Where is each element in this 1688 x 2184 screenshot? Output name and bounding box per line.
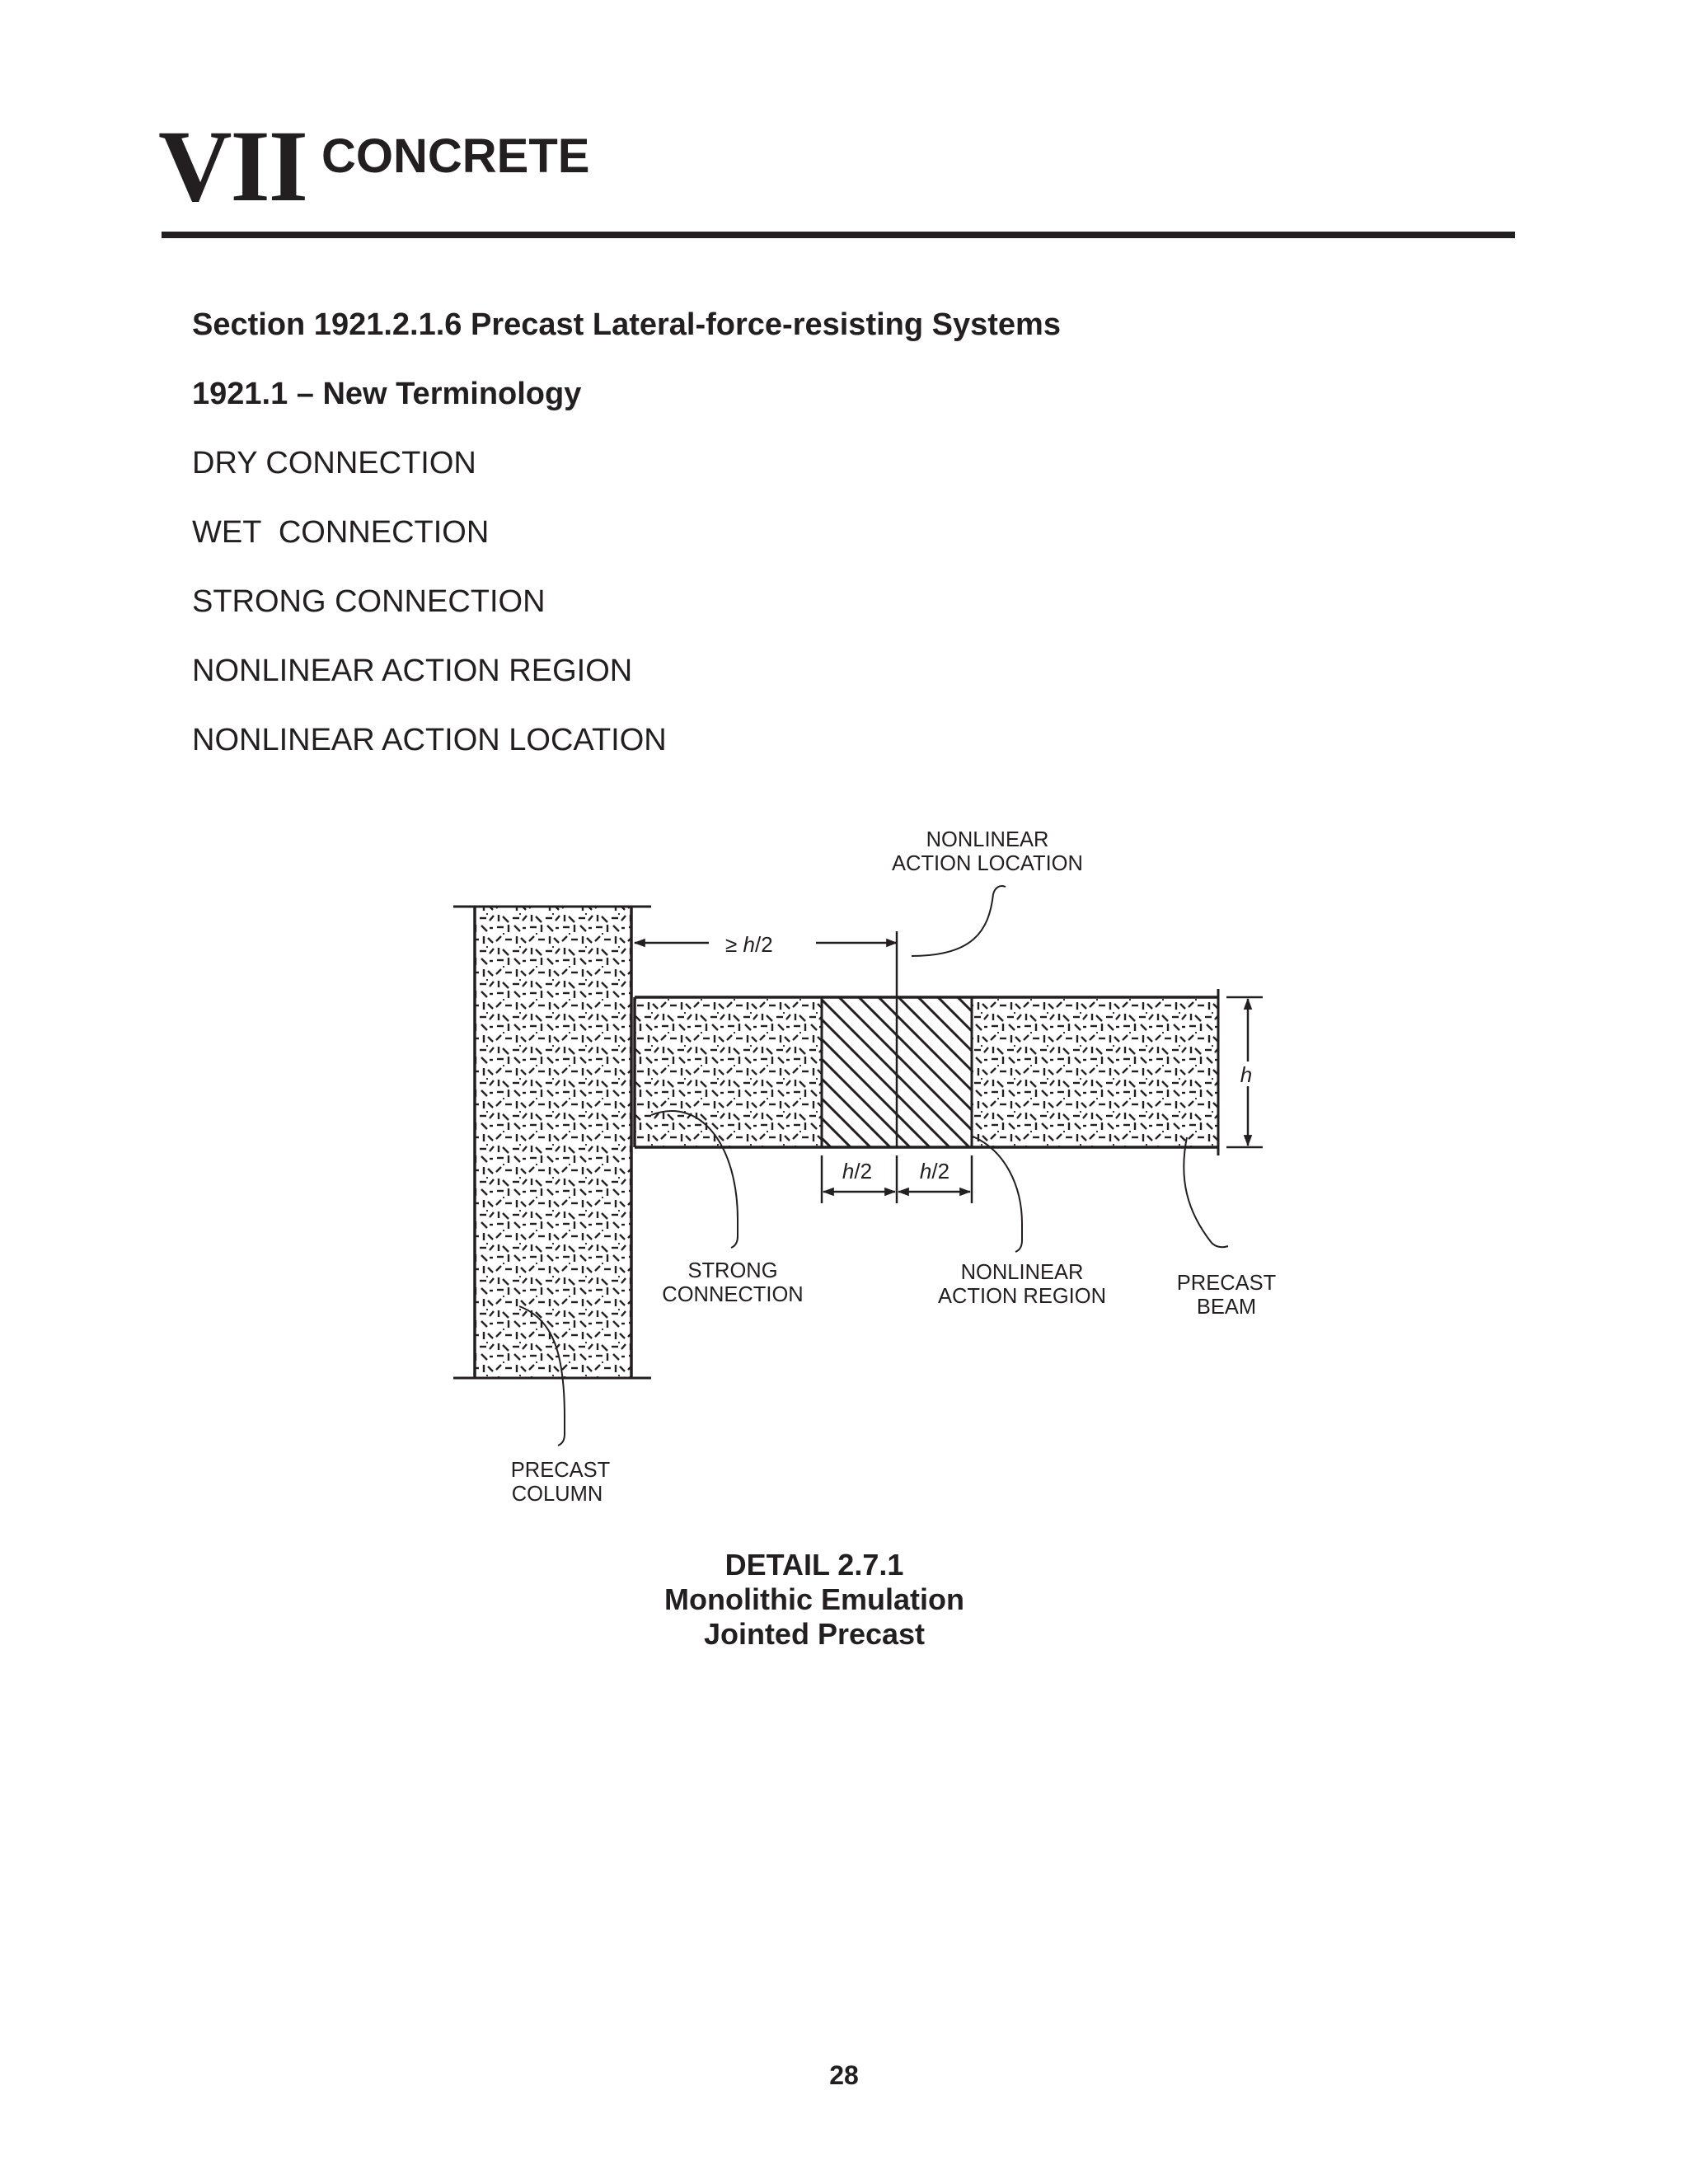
label-precast-beam-line2: BEAM: [1196, 1296, 1257, 1319]
depth-dimension: [1226, 997, 1263, 1147]
label-precast-column-line2: COLUMN: [511, 1483, 603, 1506]
term-nonlinear-action-region: NONLINEAR ACTION REGION: [192, 654, 633, 688]
term-strong-connection: STRONG CONNECTION: [192, 584, 546, 619]
caption-subtitle-2: Jointed Precast: [703, 1617, 926, 1651]
page-number: 28: [829, 2060, 859, 2090]
dim-depth-label: h: [1240, 1062, 1253, 1087]
label-precast-column-line1: PRECAST: [510, 1459, 611, 1482]
half-depth-dimensions: [822, 1155, 972, 1203]
dim-half-right-var: h: [919, 1159, 932, 1183]
precast-beam: [635, 931, 1218, 1155]
label-nonlinear-action-location-line2: ACTION LOCATION: [892, 852, 1083, 875]
label-nonlinear-action-region-line2: ACTION REGION: [937, 1285, 1107, 1308]
leader-precast-beam: [1184, 1137, 1228, 1247]
section-heading: Section 1921.2.1.6 Precast Lateral-force-resisting Systems: [192, 307, 1061, 342]
term-dry-connection: DRY CONNECTION: [192, 446, 476, 480]
precast-column: [453, 907, 651, 1378]
svg-text:≥ h/2: [725, 932, 773, 957]
svg-text:h/2: [842, 1159, 872, 1183]
svg-text:h/2: [920, 1159, 950, 1183]
caption-title: DETAIL 2.7.1: [724, 1548, 904, 1582]
offset-dimension: [635, 932, 897, 957]
label-nonlinear-action-region-line1: NONLINEAR: [960, 1261, 1084, 1284]
label-strong-connection-line1: STRONG: [687, 1259, 778, 1282]
dim-offset-var: h: [743, 932, 755, 957]
term-nonlinear-action-location: NONLINEAR ACTION LOCATION: [192, 723, 667, 757]
dim-half-right-suffix: /2: [931, 1159, 950, 1183]
term-wet-connection: WET CONNECTION: [192, 515, 490, 550]
chapter-number: VII: [158, 110, 307, 223]
label-nonlinear-action-location-line1: NONLINEAR: [926, 828, 1049, 851]
dim-offset-suffix: /2: [754, 932, 773, 957]
dim-half-left-suffix: /2: [854, 1159, 873, 1183]
caption-subtitle: Monolithic Emulation: [664, 1582, 964, 1616]
label-strong-connection-line2: CONNECTION: [662, 1283, 804, 1306]
leader-nonlinear-action-region: [971, 1136, 1022, 1252]
chapter-title: CONCRETE: [321, 129, 590, 183]
leader-nonlinear-action-location: [912, 886, 1006, 956]
label-precast-beam-line1: PRECAST: [1176, 1272, 1277, 1295]
subsection-heading: 1921.1 – New Terminology: [192, 377, 582, 411]
dim-half-left-var: h: [842, 1159, 855, 1183]
dim-offset-prefix: ≥: [725, 932, 743, 957]
